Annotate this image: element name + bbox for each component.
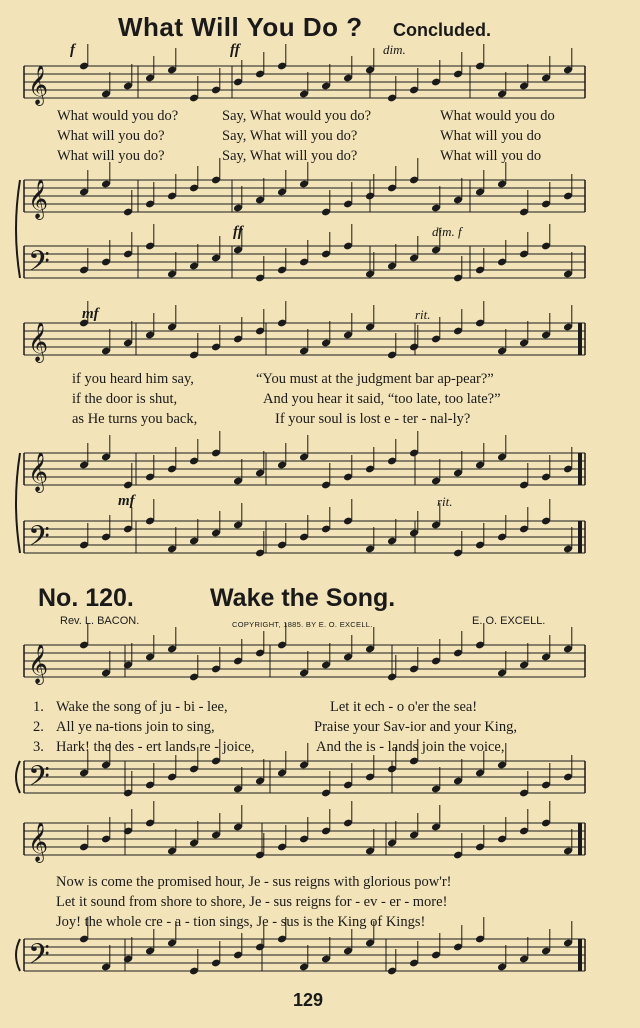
dynamic-ritardando: rit.	[437, 494, 453, 509]
verse-number: 2.	[33, 719, 44, 735]
lyric-s1-v2-c: What will you do	[440, 128, 542, 144]
dynamic-ritardando: rit.	[415, 307, 431, 322]
lyric-s2-v3-a: as He turns you back,	[72, 411, 198, 427]
lyric-s2-v2-b: And you hear it said, “too late, too late?”	[263, 391, 501, 407]
lyric-h2-s1-v1-b: Let it ech - o o'er the sea!	[330, 699, 478, 715]
lyric-s1-v2-b: Say, What will you do?	[222, 128, 358, 144]
dynamic-diminuendo: dim.	[383, 42, 406, 57]
lyric-h2-s2-v2: Let it sound from shore to shore, Je - sus reigns for - ev - er - more!	[56, 894, 448, 910]
system-brace	[16, 180, 20, 278]
lyric-h2-s2-v3: Joy! the whole cre - a - tion sings, Je - sus is the King of Kings!	[56, 914, 426, 930]
copyright-notice: COPYRIGHT, 1885. BY E. O. EXCELL.	[232, 620, 373, 629]
dynamic-forte: f	[70, 42, 75, 58]
dynamic-mezzo-forte: mf	[82, 306, 99, 322]
dynamic-fortissimo: ff	[233, 224, 243, 240]
clef-icon: 𝄞	[28, 452, 49, 492]
composer-credit: E. O. EXCELL.	[472, 615, 546, 627]
clef-icon: 𝄞	[28, 322, 49, 362]
lyric-s2-v3-b: If your soul is lost e - ter - nal-ly?	[275, 411, 471, 427]
hymn-number: No. 120.	[38, 584, 134, 612]
lyric-s2-v1-b: “You must at the judgment bar ap-pear?”	[256, 371, 494, 387]
clef-icon: 𝄢	[28, 245, 50, 285]
dynamic-dim-forte: dim. f	[432, 224, 462, 239]
verse-number: 1.	[33, 699, 44, 715]
clef-icon: 𝄢	[28, 760, 50, 800]
lyric-s1-v3-a: What will you do?	[57, 148, 165, 164]
lyric-s1-v3-c: What will you do	[440, 148, 542, 164]
system-brace	[16, 939, 20, 971]
lyric-s1-v3-b: Say, What will you do?	[222, 148, 358, 164]
lyric-s2-v2-a: if the door is shut,	[72, 391, 178, 407]
lyric-s1-v2-a: What will you do?	[57, 128, 165, 144]
lyric-s1-v1-b: Say, What would you do?	[222, 108, 372, 124]
lyric-s2-v1-a: if you heard him say,	[72, 371, 194, 387]
lyric-h2-s1-v2-a: All ye na-tions join to sing,	[56, 719, 215, 735]
verse-number: 3.	[33, 739, 44, 755]
lyric-h2-s1-v1-a: Wake the song of ju - bi - lee,	[56, 699, 228, 715]
hymn-title-suffix: Concluded.	[393, 20, 491, 40]
system-brace	[16, 761, 20, 793]
clef-icon: 𝄞	[28, 822, 49, 862]
clef-icon: 𝄢	[28, 520, 50, 560]
author-credit: Rev. L. BACON.	[60, 615, 140, 627]
lyric-h2-s2-v1: Now is come the promised hour, Je - sus reigns with glorious pow'r!	[56, 874, 452, 890]
lyric-h2-s1-v2-b: Praise your Sav-ior and your King,	[314, 719, 517, 735]
page-number: 129	[293, 990, 324, 1010]
system-brace	[16, 453, 20, 553]
dynamic-fortissimo: ff	[230, 42, 240, 58]
clef-icon: 𝄞	[28, 644, 49, 684]
lyric-h2-s1-v3-a: Hark! the des - ert lands re - joice,	[56, 739, 255, 755]
hymn-title: What Will You Do ?	[118, 12, 363, 42]
clef-icon: 𝄞	[28, 179, 49, 219]
clef-icon: 𝄢	[28, 938, 50, 978]
dynamic-mezzo-forte: mf	[118, 493, 135, 509]
clef-icon: 𝄞	[28, 65, 49, 105]
lyric-s1-v1-a: What would you do?	[57, 108, 179, 124]
lyric-h2-s1-v3-b: And the is - lands join the voice,	[316, 739, 505, 755]
hymn-title: Wake the Song.	[210, 584, 396, 612]
lyric-s1-v1-c: What would you do	[440, 108, 555, 124]
